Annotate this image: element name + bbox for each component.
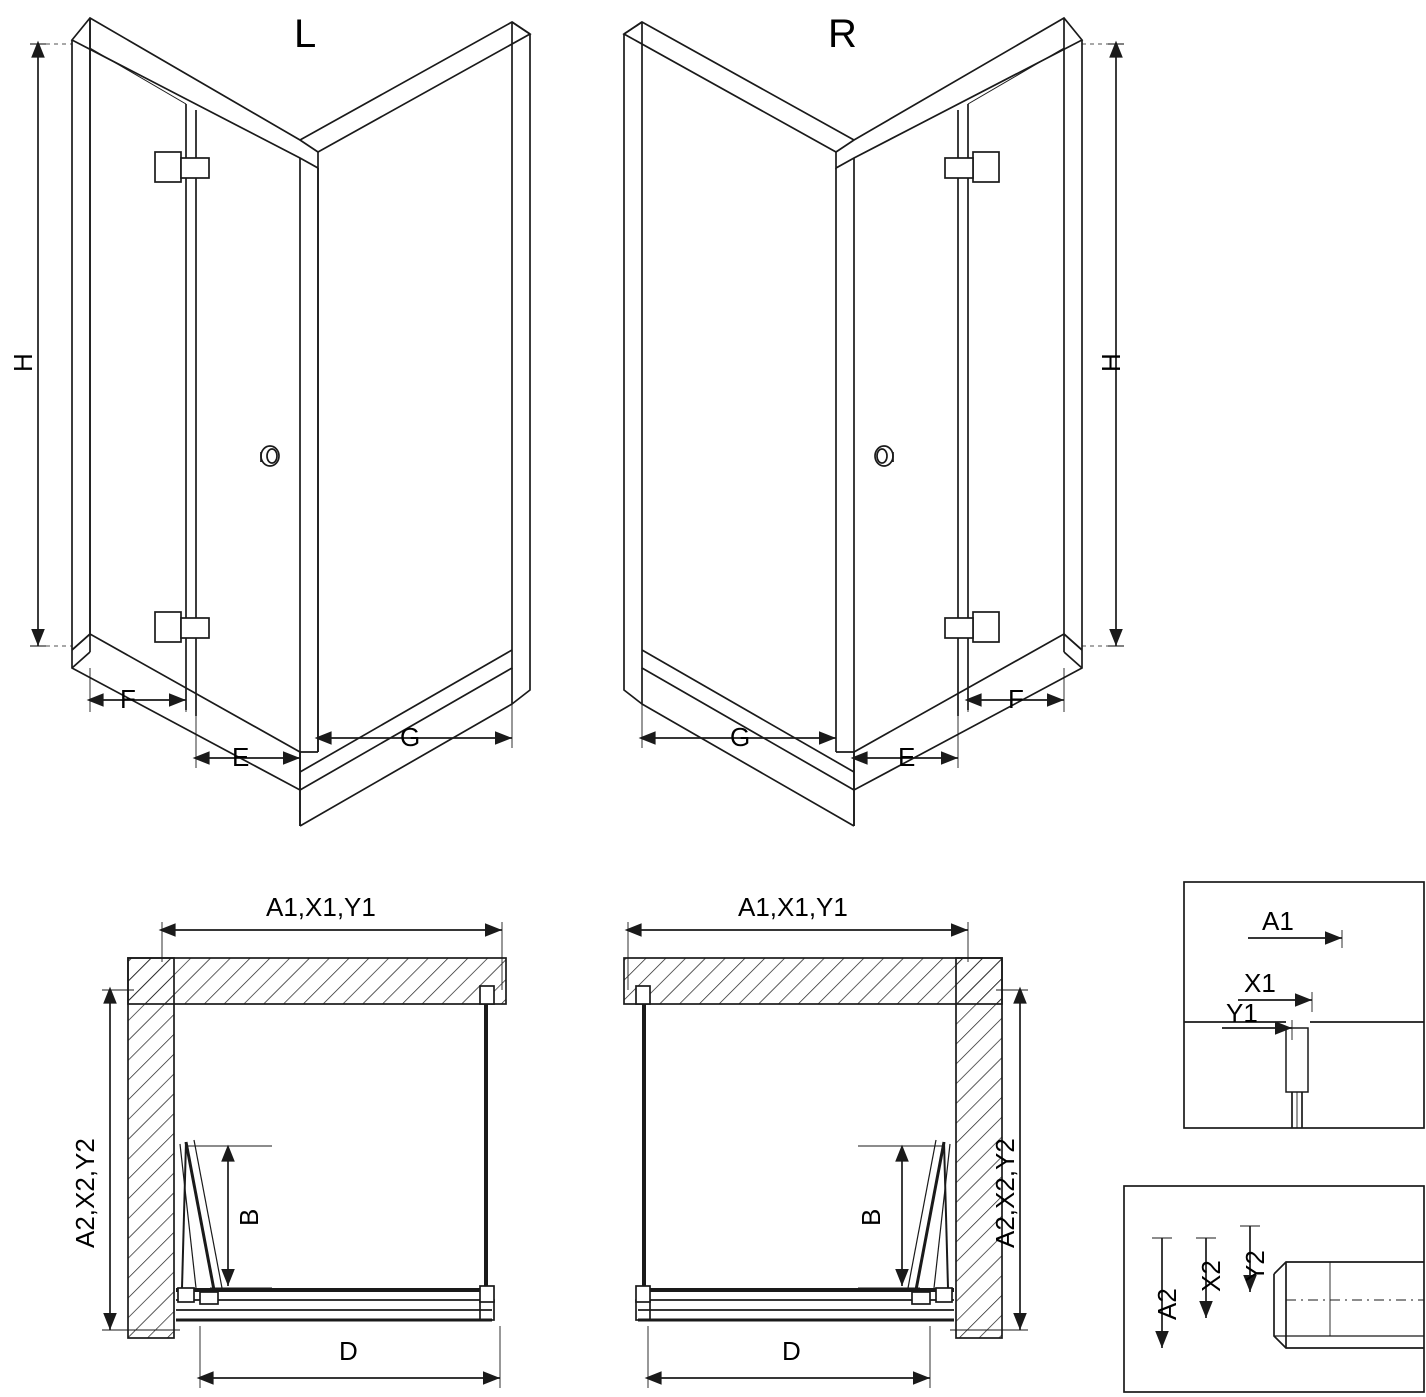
- view-title-right: R: [828, 12, 857, 56]
- plan-bottom-dim-left: D: [339, 1336, 358, 1366]
- plan-top-dim-right: A1,X1,Y1: [738, 892, 848, 922]
- plan-door-dim-right: B: [856, 1208, 886, 1226]
- detail-a1-label: A1: [1262, 906, 1294, 936]
- plan-side-dim-right: A2,X2,Y2: [990, 1138, 1020, 1248]
- plan-side-dim-left: A2,X2,Y2: [70, 1138, 100, 1248]
- dim-g-right: G: [730, 722, 751, 752]
- detail-x2-label: X2: [1196, 1260, 1226, 1292]
- view-title-left: L: [294, 12, 317, 56]
- dim-f-left: F: [120, 684, 136, 714]
- plan-bottom-dim-right: D: [782, 1336, 801, 1366]
- dim-f-right: F: [1008, 684, 1024, 714]
- dim-e-left: E: [232, 742, 250, 772]
- detail-x1-label: X1: [1244, 968, 1276, 998]
- detail-y1-label: Y1: [1226, 998, 1258, 1028]
- plan-door-dim-left: B: [234, 1208, 264, 1226]
- dim-h-left: H: [8, 353, 38, 372]
- dim-e-right: E: [898, 742, 916, 772]
- dim-g-left: G: [400, 722, 421, 752]
- plan-top-dim-left: A1,X1,Y1: [266, 892, 376, 922]
- dim-h-right: H: [1096, 353, 1126, 372]
- detail-y2-label: Y2: [1240, 1250, 1270, 1282]
- detail-a2-label: A2: [1152, 1288, 1182, 1320]
